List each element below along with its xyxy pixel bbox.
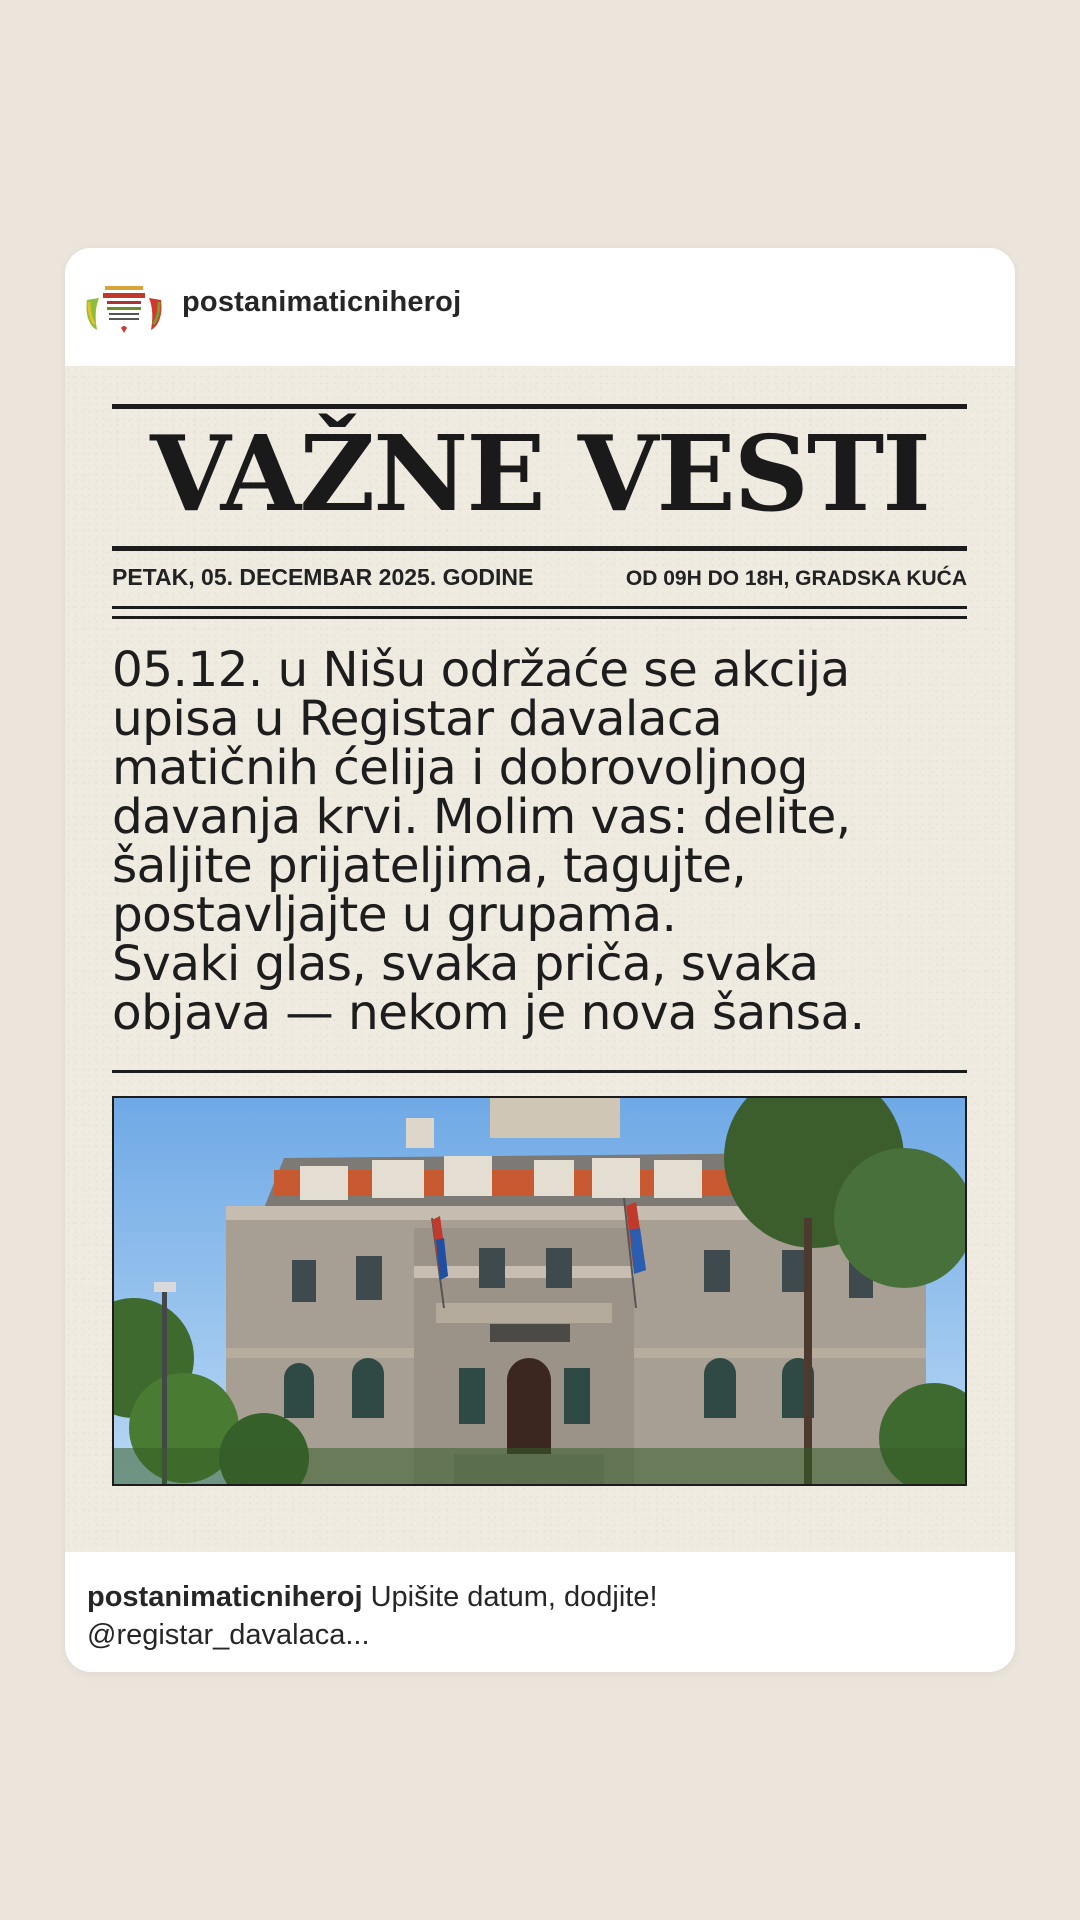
- post-image: [65, 366, 1015, 1552]
- story-post-card[interactable]: [65, 248, 1015, 1672]
- announcement-line: 05.12. u Nišu održaće se akcija: [112, 642, 850, 698]
- profile-avatar-logo[interactable]: [83, 278, 165, 344]
- post-caption[interactable]: [87, 1578, 987, 1654]
- dateline-time-place: OD 09H DO 18H, GRADSKA KUĆA: [625, 567, 967, 590]
- headline: VAŽNE VESTI: [150, 412, 929, 535]
- announcement-line: matičnih ćelija i dobrovoljnog: [112, 740, 808, 796]
- city-hall-building-photo: [112, 1096, 967, 1486]
- post-username[interactable]: postanimaticniheroj: [182, 286, 462, 318]
- caption-username[interactable]: postanimaticniheroj: [87, 1581, 363, 1613]
- announcement-text: [112, 642, 982, 1041]
- post-header: [65, 248, 1015, 366]
- caption-mention[interactable]: @registar_davalaca...: [87, 1619, 370, 1651]
- announcement-line: postavljajte u grupama.: [112, 887, 677, 943]
- announcement-line: davanja krvi. Molim vas: delite,: [112, 789, 851, 845]
- top-rule: [112, 404, 967, 409]
- headline-rule: [112, 546, 967, 551]
- dateline-date: PETAK, 05. DECEMBAR 2025. GODINE: [112, 564, 534, 590]
- building-illustration: [114, 1098, 965, 1484]
- announcement-line: šaljite prijateljima, tagujte,: [112, 838, 747, 894]
- photo-rule: [112, 1070, 967, 1073]
- dateline: [112, 564, 967, 591]
- caption-text: Upišite datum, dodjite!: [362, 1581, 658, 1613]
- dateline-rule-2: [112, 616, 967, 619]
- announcement-line: Svaki glas, svaka priča, svaka: [112, 936, 819, 992]
- announcement-line: objava — nekom je nova šansa.: [112, 985, 865, 1041]
- announcement-line: upisa u Registar davalaca: [112, 691, 723, 747]
- dateline-rule-1: [112, 606, 967, 609]
